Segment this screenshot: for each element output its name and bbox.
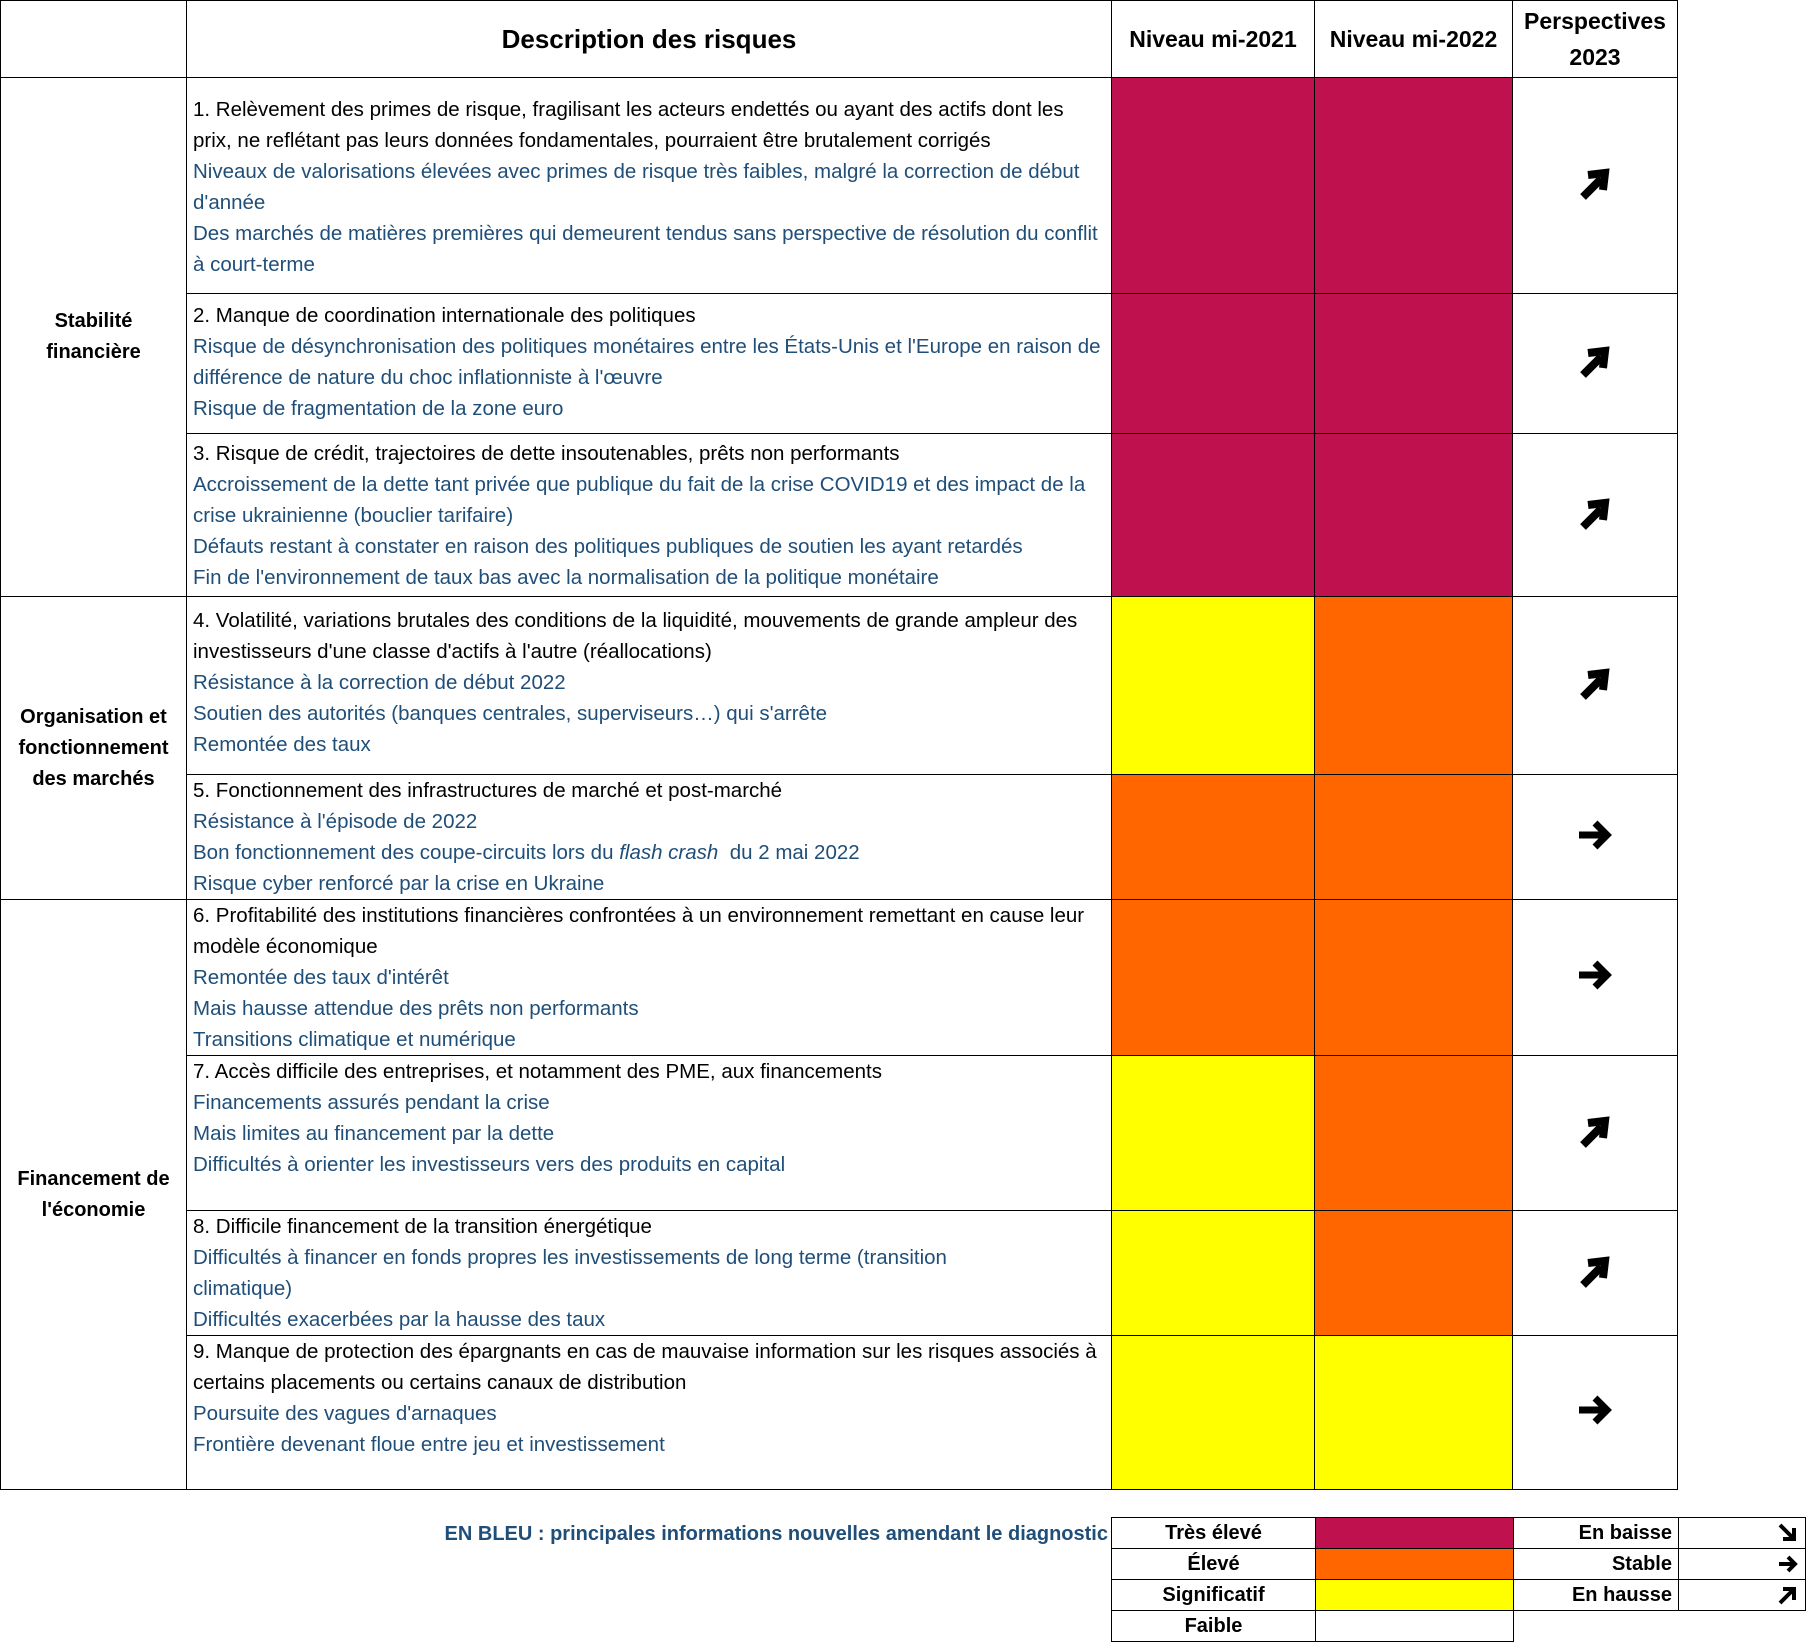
legend-note: EN BLEU : principales informations nouvelles amendant le diagnostic xyxy=(444,1523,1108,1545)
risk-description-6 xyxy=(187,900,1112,1056)
legend-trend-label: Stable xyxy=(1514,1549,1679,1580)
risk-note: Difficultés à financer en fonds propres les investissements de long terme (transition climatique) xyxy=(193,1246,947,1300)
arrow-up-right-icon xyxy=(1575,493,1615,533)
risk-note: Transitions climatique et numérique xyxy=(193,1028,516,1051)
legend-empty xyxy=(1514,1611,1679,1642)
risk-note: Difficultés exacerbées par la hausse des taux xyxy=(193,1308,606,1331)
outlook-cell xyxy=(1513,1336,1678,1490)
risk-title: 4. Volatilité, variations brutales des conditions de la liquidité, mouvements de grande ampleur des investisseurs d'une classe d'actifs à l'autre (réallocations) xyxy=(193,609,1078,663)
outlook-cell xyxy=(1513,1211,1678,1336)
arrow-up-right-icon xyxy=(1575,163,1615,203)
legend-row xyxy=(1112,1518,1806,1549)
legend-trend-label: En hausse xyxy=(1514,1580,1679,1611)
legend-row xyxy=(1112,1549,1806,1580)
level-2022-significatif xyxy=(1315,1336,1513,1490)
level-2021-significatif xyxy=(1112,597,1315,775)
risk-row-1 xyxy=(1,78,1678,294)
arrow-up-right-icon xyxy=(1575,341,1615,381)
arrow-up-right-icon xyxy=(1575,1111,1615,1151)
arrow-right-icon xyxy=(1575,815,1615,855)
legend-level-label: Faible xyxy=(1112,1611,1316,1642)
risk-note: Remontée des taux xyxy=(193,733,371,756)
risk-note: Niveaux de valorisations élevées avec primes de risque très faibles, malgré la correction de début d'année xyxy=(193,160,1080,214)
risk-note-flash-crash: Bon fonctionnement des coupe-circuits lors du flash crash du 2 mai 2022 xyxy=(193,841,860,864)
arrow-up-right-icon xyxy=(1575,663,1615,703)
risk-title: 9. Manque de protection des épargnants en cas de mauvaise information sur les risques associés à certains placements ou certains canaux de distribution xyxy=(193,1340,1097,1394)
risk-note: Résistance à l'épisode de 2022 xyxy=(193,810,478,833)
level-2022-eleve xyxy=(1315,597,1513,775)
level-2021-eleve xyxy=(1112,775,1315,900)
legend-swatch-tres-eleve xyxy=(1316,1518,1514,1549)
legend-level-label: Élevé xyxy=(1112,1549,1316,1580)
risk-note: Mais hausse attendue des prêts non performants xyxy=(193,997,639,1020)
risk-note: Défauts restant à constater en raison des politiques publiques de soutien les ayant retardés xyxy=(193,535,1023,558)
risk-title: 6. Profitabilité des institutions financières confrontées à un environnement remettant en cause leur modèle économique xyxy=(193,904,1085,958)
risk-note: Résistance à la correction de début 2022 xyxy=(193,671,566,694)
level-2021-significatif xyxy=(1112,1056,1315,1211)
level-2021-significatif xyxy=(1112,1336,1315,1490)
risk-row-7 xyxy=(1,1056,1678,1211)
risk-row-9 xyxy=(1,1336,1678,1490)
header-row xyxy=(1,1,1678,78)
risk-row-3 xyxy=(1,434,1678,597)
risk-note: Des marchés de matières premières qui demeurent tendus sans perspective de résolution du conflit à court-terme xyxy=(193,222,1098,276)
level-2022-tres-eleve xyxy=(1315,78,1513,294)
risk-title: 3. Risque de crédit, trajectoires de dette insoutenables, prêts non performants xyxy=(193,442,900,465)
arrow-right-icon xyxy=(1575,955,1615,995)
risk-description-9 xyxy=(187,1336,1112,1490)
legend-swatch-eleve xyxy=(1316,1549,1514,1580)
outlook-cell xyxy=(1513,900,1678,1056)
header-description: Description des risques xyxy=(187,1,1112,78)
risk-note: Accroissement de la dette tant privée que publique du fait de la crise COVID19 et des impact de la crise ukrainienne (bouclier tarifaire) xyxy=(193,473,1086,527)
risk-description-4 xyxy=(187,597,1112,775)
legend-trend-icon-cell xyxy=(1679,1580,1806,1611)
arrow-up-right-icon xyxy=(1575,1251,1615,1291)
risk-note: Frontière devenant floue entre jeu et investissement xyxy=(193,1433,665,1456)
category-stabilite-financiere: Stabilité financière xyxy=(1,78,187,597)
outlook-cell xyxy=(1513,434,1678,597)
legend-row xyxy=(1112,1580,1806,1611)
outlook-cell xyxy=(1513,78,1678,294)
risk-description-1 xyxy=(187,78,1112,294)
header-outlook: Perspectives 2023 xyxy=(1513,1,1678,78)
category-financement-economie: Financement de l'économie xyxy=(1,900,187,1490)
level-2022-eleve xyxy=(1315,775,1513,900)
risk-description-7 xyxy=(187,1056,1112,1211)
arrow-up-right-icon xyxy=(1777,1584,1799,1606)
outlook-cell xyxy=(1513,597,1678,775)
risk-note: Soutien des autorités (banques centrales, superviseurs…) qui s'arrête xyxy=(193,702,828,725)
risk-note: Financements assurés pendant la crise xyxy=(193,1091,550,1114)
risk-note: Remontée des taux d'intérêt xyxy=(193,966,449,989)
legend-swatch-significatif xyxy=(1316,1580,1514,1611)
risk-row-4 xyxy=(1,597,1678,775)
risk-title: 5. Fonctionnement des infrastructures de marché et post-marché xyxy=(193,779,783,802)
level-2022-tres-eleve xyxy=(1315,294,1513,434)
level-2022-eleve xyxy=(1315,900,1513,1056)
risk-description-5 xyxy=(187,775,1112,900)
risk-row-2 xyxy=(1,294,1678,434)
legend-empty xyxy=(1679,1611,1806,1642)
arrow-right-icon xyxy=(1575,1390,1615,1430)
risk-description-2 xyxy=(187,294,1112,434)
level-2021-tres-eleve xyxy=(1112,294,1315,434)
outlook-cell xyxy=(1513,294,1678,434)
risk-row-8 xyxy=(1,1211,1678,1336)
level-2022-eleve xyxy=(1315,1056,1513,1211)
legend-swatch-faible xyxy=(1316,1611,1514,1642)
legend-table xyxy=(1111,1517,1806,1642)
risk-row-5 xyxy=(1,775,1678,900)
risk-title: 1. Relèvement des primes de risque, fragilisant les acteurs endettés ou ayant des actifs dont les prix, ne reflétant pas leurs données fondamentales, pourraient être brutalement corrigés xyxy=(193,98,1064,152)
outlook-cell xyxy=(1513,1056,1678,1211)
legend-trend-icon-cell xyxy=(1679,1518,1806,1549)
header-level-2021: Niveau mi-2021 xyxy=(1112,1,1315,78)
arrow-down-right-icon xyxy=(1777,1522,1799,1544)
risk-note: Risque de fragmentation de la zone euro xyxy=(193,397,564,420)
header-level-2022: Niveau mi-2022 xyxy=(1315,1,1513,78)
legend-trend-label: En baisse xyxy=(1514,1518,1679,1549)
legend-row xyxy=(1112,1611,1806,1642)
category-organisation-marches: Organisation et fonctionnement des marchés xyxy=(1,597,187,900)
risk-row-6 xyxy=(1,900,1678,1056)
risk-title: 2. Manque de coordination internationale des politiques xyxy=(193,304,696,327)
level-2021-tres-eleve xyxy=(1112,434,1315,597)
header-category xyxy=(1,1,187,78)
risk-description-8 xyxy=(187,1211,1112,1336)
risk-title: 7. Accès difficile des entreprises, et notamment des PME, aux financements xyxy=(193,1060,882,1083)
arrow-right-icon xyxy=(1777,1553,1799,1575)
risk-note: Poursuite des vagues d'arnaques xyxy=(193,1402,497,1425)
level-2021-eleve xyxy=(1112,900,1315,1056)
level-2021-tres-eleve xyxy=(1112,78,1315,294)
risk-description-3 xyxy=(187,434,1112,597)
legend-trend-icon-cell xyxy=(1679,1549,1806,1580)
level-2021-significatif xyxy=(1112,1211,1315,1336)
legend-level-label: Significatif xyxy=(1112,1580,1316,1611)
level-2022-tres-eleve xyxy=(1315,434,1513,597)
risk-note: Risque de désynchronisation des politiques monétaires entre les États-Unis et l'Europe en raison de différence de nature du choc inflationniste à l'œuvre xyxy=(193,335,1101,389)
level-2022-eleve xyxy=(1315,1211,1513,1336)
risk-title: 8. Difficile financement de la transition énergétique xyxy=(193,1215,652,1238)
risk-note: Difficultés à orienter les investisseurs vers des produits en capital xyxy=(193,1153,786,1176)
risk-note: Fin de l'environnement de taux bas avec la normalisation de la politique monétaire xyxy=(193,566,939,589)
risk-note: Mais limites au financement par la dette xyxy=(193,1122,555,1145)
legend-level-label: Très élevé xyxy=(1112,1518,1316,1549)
outlook-cell xyxy=(1513,775,1678,900)
risk-note: Risque cyber renforcé par la crise en Ukraine xyxy=(193,872,605,895)
